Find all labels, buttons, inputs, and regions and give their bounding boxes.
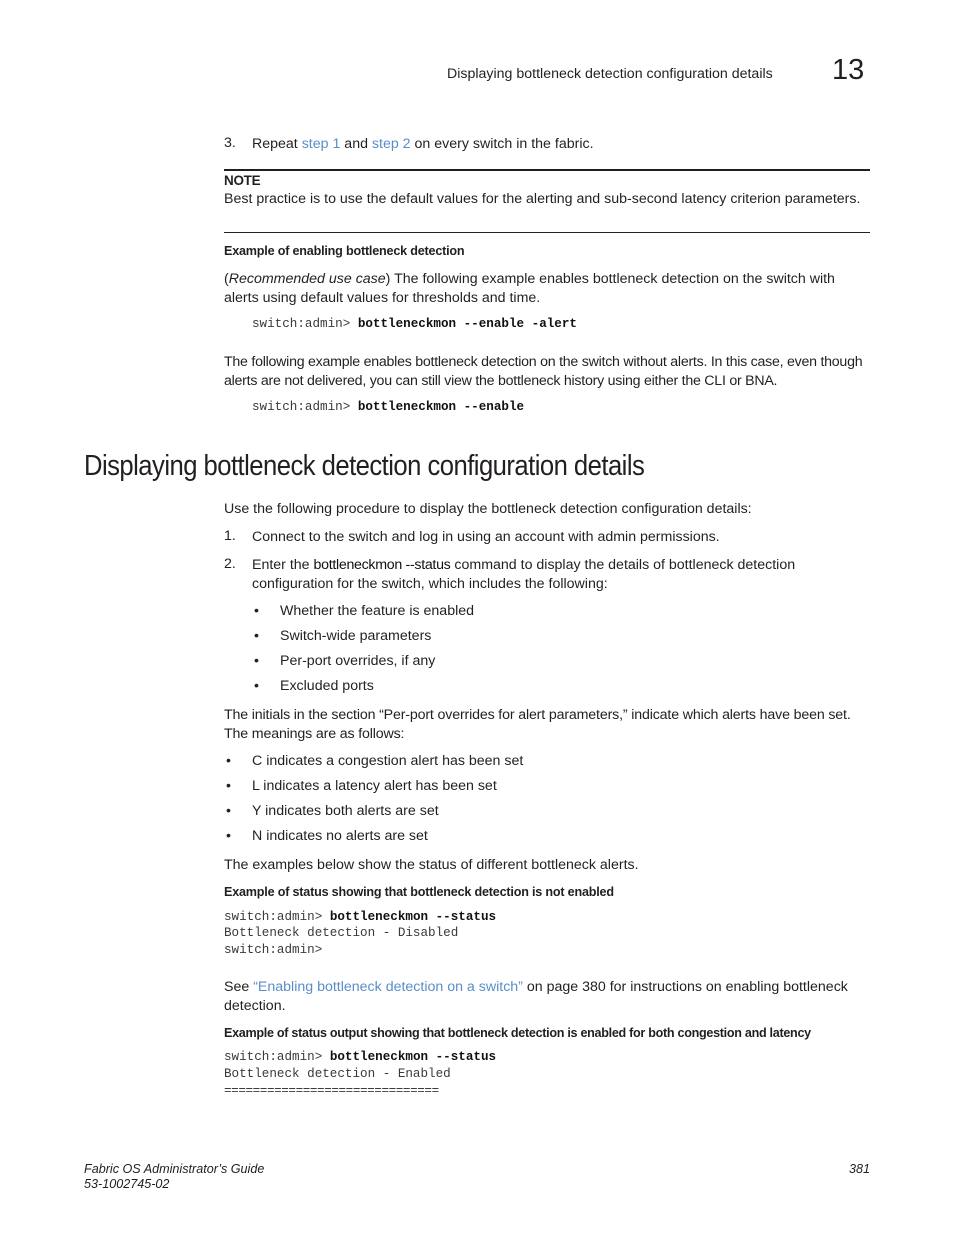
example-3-heading: Example of status showing that bottleneck detection is not enabled: [224, 885, 614, 899]
see-reference: [224, 978, 870, 1016]
running-header-title: Displaying bottleneck detection configuration details: [447, 66, 773, 82]
example-4-output-separator: ==============================: [224, 1084, 439, 1098]
bullet-dot: •: [226, 753, 231, 769]
step-2-post: command to display the details of bottleneck detection configuration for the switch, which includes the following:: [252, 557, 796, 592]
sub-bullet-item: Per-port overrides, if any: [280, 653, 436, 669]
example-3-output-prompt: switch:admin>: [224, 943, 323, 957]
example-2-paragraph: The following example enables bottleneck detection on the switch without alerts. In this case, even though alerts are not delivered, you can still view the bottleneck history using either the CLI or BNA.: [224, 354, 863, 389]
step-1-text: Connect to the switch and log in using an account with admin permissions.: [252, 529, 720, 545]
code-prompt: switch:admin>: [224, 1050, 330, 1064]
footer-guide-title: Fabric OS Administrator’s Guide: [84, 1162, 265, 1176]
step-1-number: 1.: [224, 528, 236, 544]
example-1-heading: Example of enabling bottleneck detection: [224, 244, 465, 258]
step-3-post: on every switch in the fabric.: [410, 136, 594, 152]
example-3-output-line: Bottleneck detection - Disabled: [224, 926, 459, 940]
recommended-use-case: Recommended use case: [228, 271, 386, 287]
note-bottom-rule: [224, 232, 870, 233]
initials-paragraph: The initials in the section “Per-port overrides for alert parameters,” indicate which alerts have been set. The meanings are as follows:: [224, 707, 851, 742]
sub-bullet-dot: •: [254, 628, 259, 644]
bullet-item: Y indicates both alerts are set: [252, 803, 439, 819]
code-prompt: switch:admin>: [224, 910, 330, 924]
example-4-code: [224, 1050, 496, 1064]
code-command: bottleneckmon --enable -alert: [357, 317, 577, 331]
examples-intro: The examples below show the status of different bottleneck alerts.: [224, 857, 639, 873]
bullet-item: N indicates no alerts are set: [252, 828, 428, 844]
sub-bullet-item: Excluded ports: [280, 678, 374, 694]
example-1-code: [252, 317, 577, 331]
bullet-dot: •: [226, 828, 231, 844]
page-number: 381: [849, 1162, 871, 1176]
example-2-code: [252, 400, 524, 414]
code-command: bottleneckmon --enable: [357, 400, 525, 414]
bullet-item: L indicates a latency alert has been set: [252, 778, 497, 794]
example-4-heading: Example of status output showing that bottleneck detection is enabled for both congestion and latency: [224, 1026, 811, 1040]
enabling-bottleneck-link[interactable]: “Enabling bottleneck detection on a switch”: [253, 979, 523, 995]
note-text: Best practice is to use the default values for the alerting and sub-second latency criterion parameters.: [224, 191, 861, 207]
sub-bullet-item: Whether the feature is enabled: [280, 603, 475, 619]
see-pre: See: [224, 979, 254, 995]
paren-open: (: [224, 271, 229, 287]
bullet-dot: •: [226, 778, 231, 794]
step-3-text: [252, 135, 870, 154]
chapter-number: 13: [832, 54, 865, 86]
step-2-number: 2.: [224, 556, 236, 572]
footer-doc-number: 53-1002745-02: [84, 1177, 170, 1191]
step-2-link[interactable]: step 2: [371, 136, 411, 152]
bullet-item: C indicates a congestion alert has been set: [252, 753, 524, 769]
example-1-paragraph: [224, 270, 870, 308]
status-command: bottleneckmon --status: [313, 557, 451, 573]
code-prompt: switch:admin>: [252, 317, 358, 331]
step-3-pre: Repeat: [252, 136, 302, 152]
section-intro: Use the following procedure to display the bottleneck detection configuration details:: [224, 501, 752, 517]
see-post: on page 380 for instructions on enabling bottleneck detection.: [224, 979, 848, 1014]
sub-bullet-dot: •: [254, 603, 259, 619]
step-2-text: [252, 556, 870, 594]
example-4-output-line: Bottleneck detection - Enabled: [224, 1067, 451, 1081]
step-1-link[interactable]: step 1: [301, 136, 341, 152]
step-3-mid: and: [340, 136, 372, 152]
note-label: NOTE: [224, 173, 261, 188]
sub-bullet-dot: •: [254, 653, 259, 669]
code-command: bottleneckmon --status: [329, 910, 497, 924]
example-1-rest: ) The following example enables bottleneck detection on the switch with alerts using default values for thresholds and time.: [224, 271, 835, 306]
section-title: Displaying bottleneck detection configuration details: [84, 450, 645, 482]
bullet-dot: •: [226, 803, 231, 819]
note-top-rule: [224, 169, 870, 171]
code-command: bottleneckmon --status: [329, 1050, 497, 1064]
sub-bullet-item: Switch-wide parameters: [280, 628, 432, 644]
sub-bullet-dot: •: [254, 678, 259, 694]
step-2-pre: Enter the: [252, 557, 314, 573]
example-3-code: [224, 909, 496, 926]
code-prompt: switch:admin>: [252, 400, 358, 414]
step-3-number: 3.: [224, 135, 236, 151]
